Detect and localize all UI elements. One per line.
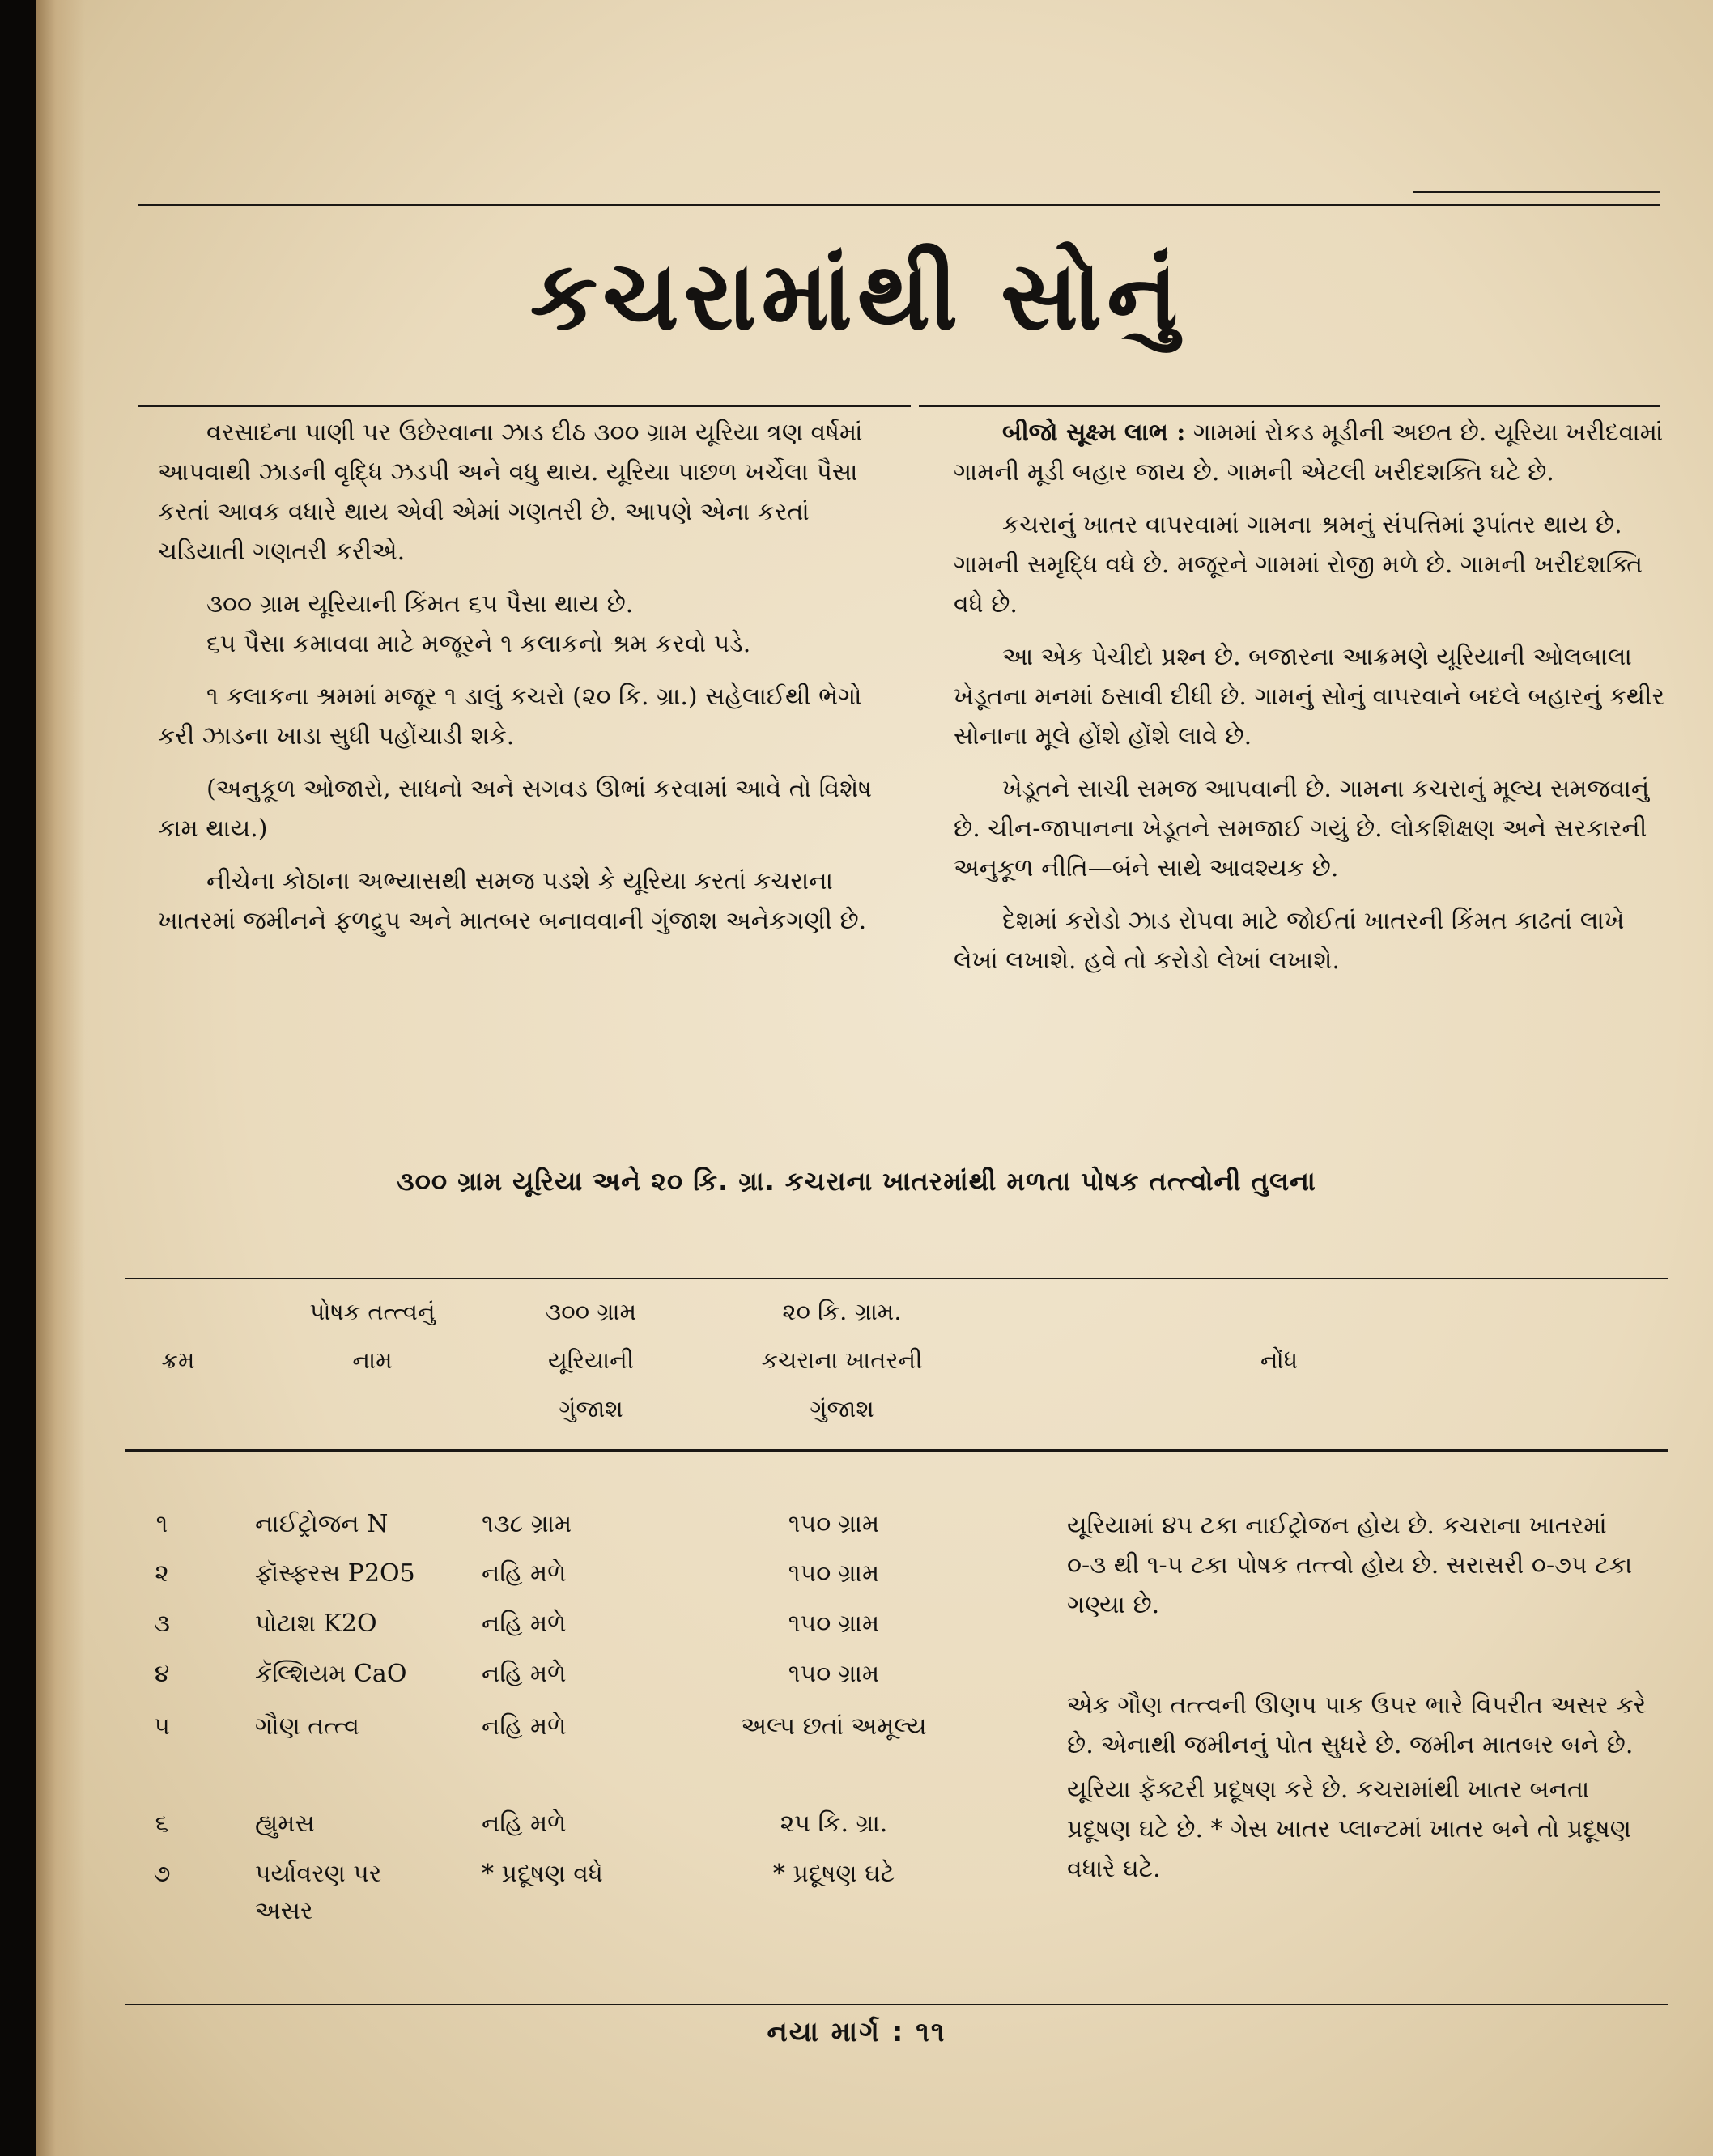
note-paragraph: યૂરિયામાં ૪૫ ટકા નાઈટ્રોજન હોય છે. કચરાના ખાતરમાં ૦-૩ થી ૧-૫ ટકા પોષક તત્ત્વો હોય છે. સરાસરી ૦-૭૫ ટકા ગણ્યા છે. [1067, 1512, 1633, 1619]
left-paragraph: (અનુકૂળ ઓજારો, સાધનો અને સગવડ ઊભાં કરવામાં આવે તો વિશેષ કામ થાય.) [158, 775, 872, 843]
torn-edge [36, 0, 85, 2156]
row-number: ૫ [154, 1712, 170, 1741]
row-nutrient: કૅલ્શિયમ CaO [255, 1660, 407, 1688]
row-number: ૩ [154, 1610, 170, 1638]
table-top-rule [125, 1278, 1668, 1279]
row-nutrient: હ્યુમસ [255, 1809, 315, 1838]
row-urea: * પ્રદૂષણ વધે [482, 1860, 603, 1888]
row-nutrient-line2: અસર [255, 1897, 313, 1925]
title-rule-left [138, 405, 911, 407]
row-number: ૪ [154, 1660, 170, 1688]
left-paragraph: નીચેના કોઠાના અભ્યાસથી સમજ પડશે કે યૂરિયા કરતાં કચરાના ખાતરમાં જમીનને ફળદ્રુપ અને માતબર બનાવવાની ગુંજાશ અનેકગણી છે. [158, 867, 867, 935]
row-nutrient: પોટાશ K2O [255, 1610, 377, 1638]
header-urea-line3: ગુંજાશ [559, 1395, 623, 1422]
left-paragraph: ૬૫ પૈસા કમાવવા માટે મજૂરને ૧ કલાકનો શ્રમ કરવો પડે. [206, 630, 751, 658]
header-nutrient-line1: પોષક તત્ત્વનું [309, 1298, 436, 1325]
left-paragraph: વરસાદના પાણી પર ઉછેરવાના ઝાડ દીઠ ૩૦૦ ગ્રામ યૂરિયા ત્રણ વર્ષમાં આપવાથી ઝાડની વૃદ્ધિ ઝડપી અને વધુ થાય. યૂરિયા પાછળ ખર્ચેલા પૈસા કરતાં આવક વધારે થાય એવી એમાં ગણતરી છે. આપણે એના કરતાં ચડિયાતી ગણતરી કરીએ. [158, 419, 863, 566]
row-waste: અલ્પ છતાં અમૂલ્ય [741, 1712, 927, 1741]
row-waste: ૨૫ કિ. ગ્રા. [780, 1809, 888, 1838]
right-paragraph: કચરાનું ખાતર વાપરવામાં ગામના શ્રમનું સંપત્તિમાં રૂપાંતર થાય છે. ગામની સમૃદ્ધિ વધે છે. મજૂરને ગામમાં રોજી મળે છે. ગામની ખરીદશક્તિ વધે છે. [954, 511, 1643, 619]
row-waste: ૧૫૦ ગ્રામ [788, 1610, 880, 1638]
row-nutrient: પર્યાવરણ પર [255, 1860, 382, 1888]
row-nutrient: નાઈટ્રોજન N [255, 1510, 389, 1538]
title-rule-right [919, 405, 1660, 407]
right-paragraph-text: ગામમાં રોકડ મૂડીની અછત છે. યૂરિયા ખરીદવામાં ગામની મૂડી બહાર જાય છે. ગામની એટલી ખરીદશક્તિ ઘટે છે. [954, 419, 1664, 487]
row-waste: ૧૫૦ ગ્રામ [788, 1559, 880, 1588]
right-paragraph: દેશમાં કરોડો ઝાડ રોપવા માટે જોઈતાં ખાતરની કિંમત કાઢતાં લાખે લેખાં લખાશે. હવે તો કરોડો લેખાં લખાશે. [954, 907, 1625, 975]
right-paragraph [954, 413, 1676, 492]
row-urea: નહિ મળે [482, 1559, 567, 1588]
header-note: નોંધ [1260, 1346, 1299, 1374]
right-paragraph: આ એક પેચીદો પ્રશ્ન છે. બજારના આક્રમણે યૂરિયાની ઓલબાલા ખેડૂતના મનમાં ઠસાવી દીધી છે. ગામનું સોનું વાપરવાને બદલે બહારનું કથીર સોનાના મૂલે હોંશે હોંશે લાવે છે. [954, 643, 1664, 751]
right-column [954, 413, 1676, 993]
left-column [158, 413, 886, 954]
header-nutrient-line2: નામ [352, 1346, 393, 1374]
left-paragraph: ૩૦૦ ગ્રામ યૂરિયાની કિંમત ૬૫ પૈસા થાય છે. [206, 590, 634, 619]
left-paragraph: ૧ કલાકના શ્રમમાં મજૂર ૧ ડાલું કચરો (૨૦ કિ. ગ્રા.) સહેલાઈથી ભેગો કરી ઝાડના ખાડા સુધી પહોંચાડી શકે. [158, 683, 862, 751]
note-paragraph: એક ગૌણ તત્ત્વની ઊણપ પાક ઉપર ભારે વિપરીત અસર કરે છે. એનાથી જમીનનું પોત સુધરે છે. જમીન માતબર બને છે. [1067, 1691, 1647, 1759]
header-urea-line1: ૩૦૦ ગ્રામ [545, 1298, 637, 1325]
note-paragraph: યૂરિયા ફૅક્ટરી પ્રદૂષણ કરે છે. કચરામાંથી ખાતર બનતા પ્રદૂષણ ઘટે છે. * ગેસ ખાતર પ્લાન્ટમાં ખાતર બને તો પ્રદૂષણ વધારે ઘટે. [1067, 1775, 1631, 1883]
header-waste-line2: કચરાના ખાતરની [761, 1346, 923, 1374]
right-paragraph: ખેડૂતને સાચી સમજ આપવાની છે. ગામના કચરાનું મૂલ્ય સમજવાનું છે. ચીન-જાપાનના ખેડૂતને સમજાઈ ગયું છે. લોકશિક્ષણ અને સરકારની અનુકૂળ નીતિ—બંને સાથે આવશ્યક છે. [954, 775, 1650, 882]
lead-heading: બીજો સૂક્ષ્મ લાભ : [1002, 419, 1186, 447]
header-urea-line2: યૂરિયાની [547, 1346, 635, 1374]
row-nutrient: ગૌણ તત્ત્વ [255, 1712, 359, 1741]
table-header-rule [125, 1449, 1668, 1452]
row-urea: નહિ મળે [482, 1712, 567, 1741]
page-title: કચરામાંથી સોનું [529, 239, 1184, 351]
row-urea: ૧૩૮ ગ્રામ [482, 1510, 572, 1538]
top-rule-right [1413, 191, 1660, 193]
row-number: ૭ [153, 1860, 171, 1888]
row-urea: નહિ મળે [482, 1610, 567, 1638]
row-waste: * પ્રદૂષણ ઘટે [772, 1860, 895, 1888]
page-footer: નયા માર્ગ : ૧૧ [767, 2016, 946, 2048]
row-number: ૬ [155, 1809, 169, 1838]
row-number: ૨ [155, 1559, 169, 1588]
row-waste: ૧૫૦ ગ્રામ [788, 1660, 880, 1688]
row-urea: નહિ મળે [482, 1809, 567, 1838]
row-nutrient: ફૉસ્ફરસ P2O5 [255, 1559, 415, 1588]
row-waste: ૧૫૦ ગ્રામ [788, 1510, 880, 1538]
row-urea: નહિ મળે [482, 1660, 567, 1688]
row-number: ૧ [155, 1510, 168, 1538]
top-rule [138, 204, 1660, 206]
table-caption: ૩૦૦ ગ્રામ યૂરિયા અને ૨૦ કિ. ગ્રા. કચરાના ખાતરમાંથી મળતા પોષક તત્ત્વોની તુલના [397, 1166, 1316, 1197]
header-waste-line3: ગુંજાશ [810, 1395, 874, 1422]
notes-column [1067, 1506, 1650, 1901]
header-waste-line1: ૨૦ કિ. ગ્રામ. [782, 1298, 902, 1325]
table-bottom-rule [125, 2004, 1668, 2005]
header-number: ક્રમ [161, 1346, 195, 1374]
